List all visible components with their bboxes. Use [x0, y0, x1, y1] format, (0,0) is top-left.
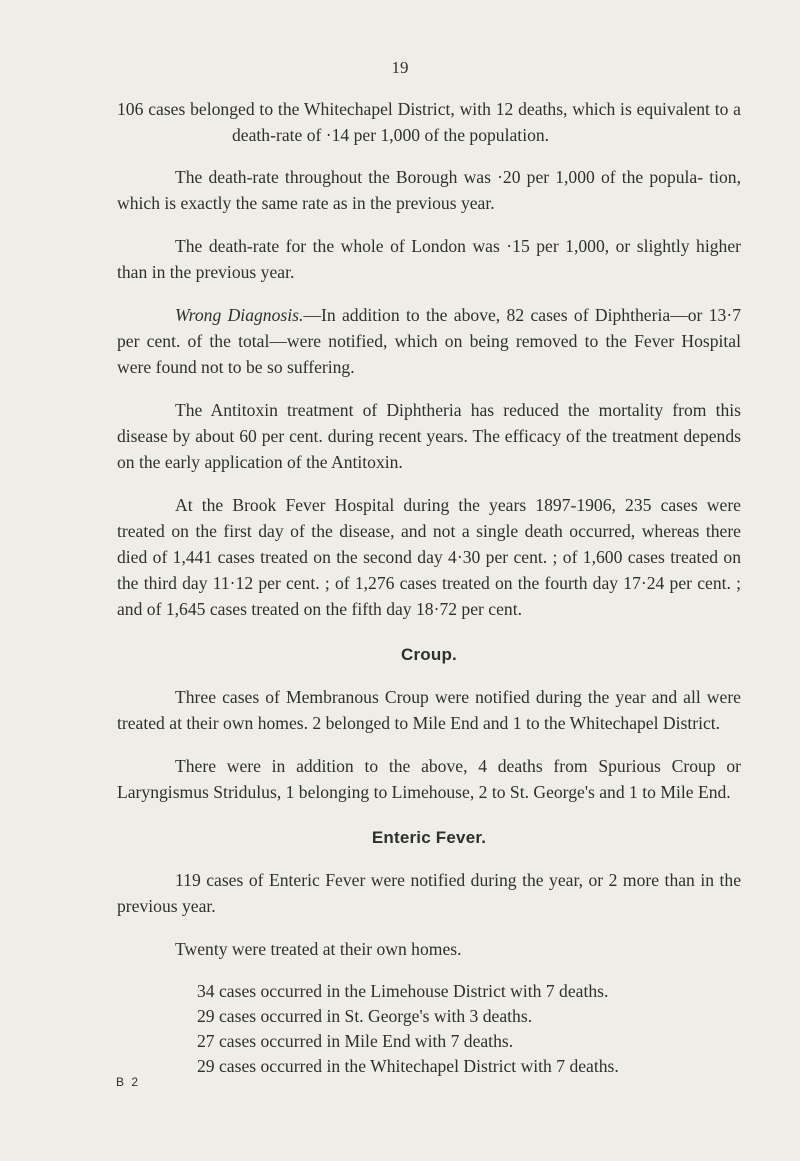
antitoxin-paragraph: The Antitoxin treatment of Diphtheria has reduced the mortality from this disease by about 60 per cent. during recent years. The efficacy of the treatment depends on the early application of the Antitoxin. — [117, 400, 741, 472]
wrong-diagnosis-paragraph — [117, 302, 741, 380]
treated-at-home-paragraph: Twenty were treated at their own homes. — [175, 939, 462, 959]
list-item: 27 cases occurred in Mile End with 7 deaths. — [197, 1031, 514, 1051]
membranous-croup-paragraph: Three cases of Membranous Croup were notified during the year and all were treated at their own homes. 2 belonged to Mile End and 1 to the Whitechapel District. — [117, 687, 741, 733]
page-number: 19 — [391, 58, 409, 77]
croup-heading: Croup. — [401, 645, 457, 664]
page-body — [117, 96, 741, 1079]
enteric-cases-paragraph: 119 cases of Enteric Fever were notified during the year, or 2 more than in the previous year. — [117, 870, 741, 916]
spurious-croup-paragraph: There were in addition to the above, 4 deaths from Spurious Croup or Laryngismus Stridulus, 1 belonging to Limehouse, 2 to St. George's and 1 to Mile End. — [117, 756, 741, 802]
borough-death-rate-paragraph: The death-rate throughout the Borough was ·20 per 1,000 of the popula- tion, which is exactly the same rate as in the previous year. — [117, 167, 741, 213]
whitechapel-cases-paragraph: 106 cases belonged to the Whitechapel District, with 12 deaths, which is equivalent to a death-rate of ·14 per 1,000 of the population. — [117, 99, 741, 145]
signature-mark: B 2 — [116, 1075, 141, 1089]
wrong-diagnosis-text: —In addition to the above, 82 cases of Diphtheria—or 13·7 per cent. of the total—were notified, which on being removed to the Fever Hospital were found not to be so suffering. — [117, 305, 741, 377]
list-item: 29 cases occurred in the Whitechapel District with 7 deaths. — [197, 1056, 619, 1076]
list-item: 29 cases occurred in St. George's with 3 deaths. — [197, 1006, 533, 1026]
brook-hospital-paragraph: At the Brook Fever Hospital during the years 1897-1906, 235 cases were treated on the first day of the disease, and not a single death occurred, whereas there died of 1,441 cases treated on the second day 4·30 per cent. ; of 1,600 cases treated on the third day 11·12 per cent. ; of 1,276 cases treated on the fourth day 17·24 per cent. ; and of 1,645 cases treated on the fifth day 18·72 per cent. — [117, 495, 741, 619]
list-item: 34 cases occurred in the Limehouse District with 7 deaths. — [197, 981, 609, 1001]
district-cases-list — [117, 979, 741, 1079]
wrong-diagnosis-lead: Wrong Diagnosis. — [175, 305, 304, 325]
enteric-fever-heading: Enteric Fever. — [371, 828, 487, 847]
london-death-rate-paragraph: The death-rate for the whole of London was ·15 per 1,000, or slightly higher than in the previous year. — [117, 236, 741, 282]
